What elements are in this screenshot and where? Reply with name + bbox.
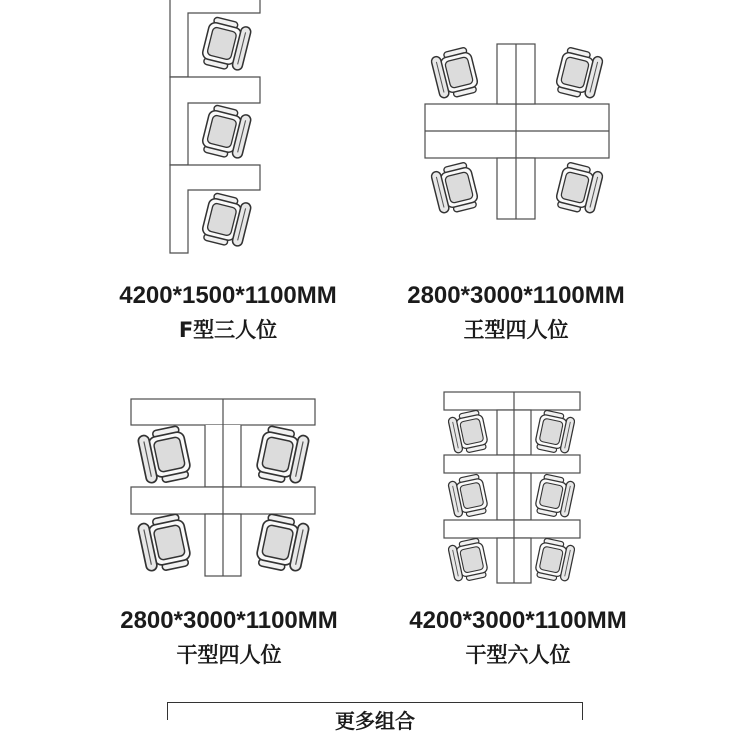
office-chair-icon (137, 425, 193, 486)
layout-name: 干型四人位 (176, 643, 282, 667)
layout-dimensions: 2800*3000*1100MM (407, 282, 625, 309)
office-chair-icon (200, 16, 252, 73)
office-chair-icon (554, 161, 604, 215)
layout-name: F型三人位 (178, 318, 278, 342)
office-chair-icon (137, 513, 193, 574)
layout-caption-f-three (88, 282, 368, 344)
more-combinations-button[interactable] (167, 702, 583, 733)
office-chair-icon (447, 537, 489, 583)
bar-desk (444, 455, 580, 473)
layout-gan-four-person (131, 399, 315, 576)
layout-caption-wang-four (376, 282, 656, 344)
layout-f-three-person (170, 0, 260, 253)
office-chair-icon (447, 473, 489, 519)
office-chair-icon (255, 425, 311, 486)
layout-dimensions: 2800*3000*1100MM (120, 607, 338, 634)
office-chair-icon (534, 537, 576, 583)
office-chair-icon (430, 161, 480, 215)
office-chair-icon (200, 192, 252, 249)
office-chair-icon (255, 513, 311, 574)
office-chair-icon (200, 104, 252, 161)
bar-desk (444, 520, 580, 538)
more-combinations-label: 更多组合 (335, 709, 415, 733)
layout-caption-gan-four (89, 607, 369, 669)
office-chair-icon (534, 409, 576, 455)
layout-gan-six-person (444, 392, 580, 583)
layout-name: 干型六人位 (465, 643, 571, 667)
bar-desk (444, 392, 580, 410)
layout-name: 王型四人位 (463, 318, 569, 342)
layout-dimensions: 4200*1500*1100MM (119, 282, 337, 309)
layout-wang-four-person (425, 44, 609, 219)
office-chair-icon (430, 46, 480, 100)
office-chair-icon (554, 46, 604, 100)
layout-caption-gan-six (378, 607, 658, 669)
layout-dimensions: 4200*3000*1100MM (409, 607, 627, 634)
office-chair-icon (447, 409, 489, 455)
office-chair-icon (534, 473, 576, 519)
